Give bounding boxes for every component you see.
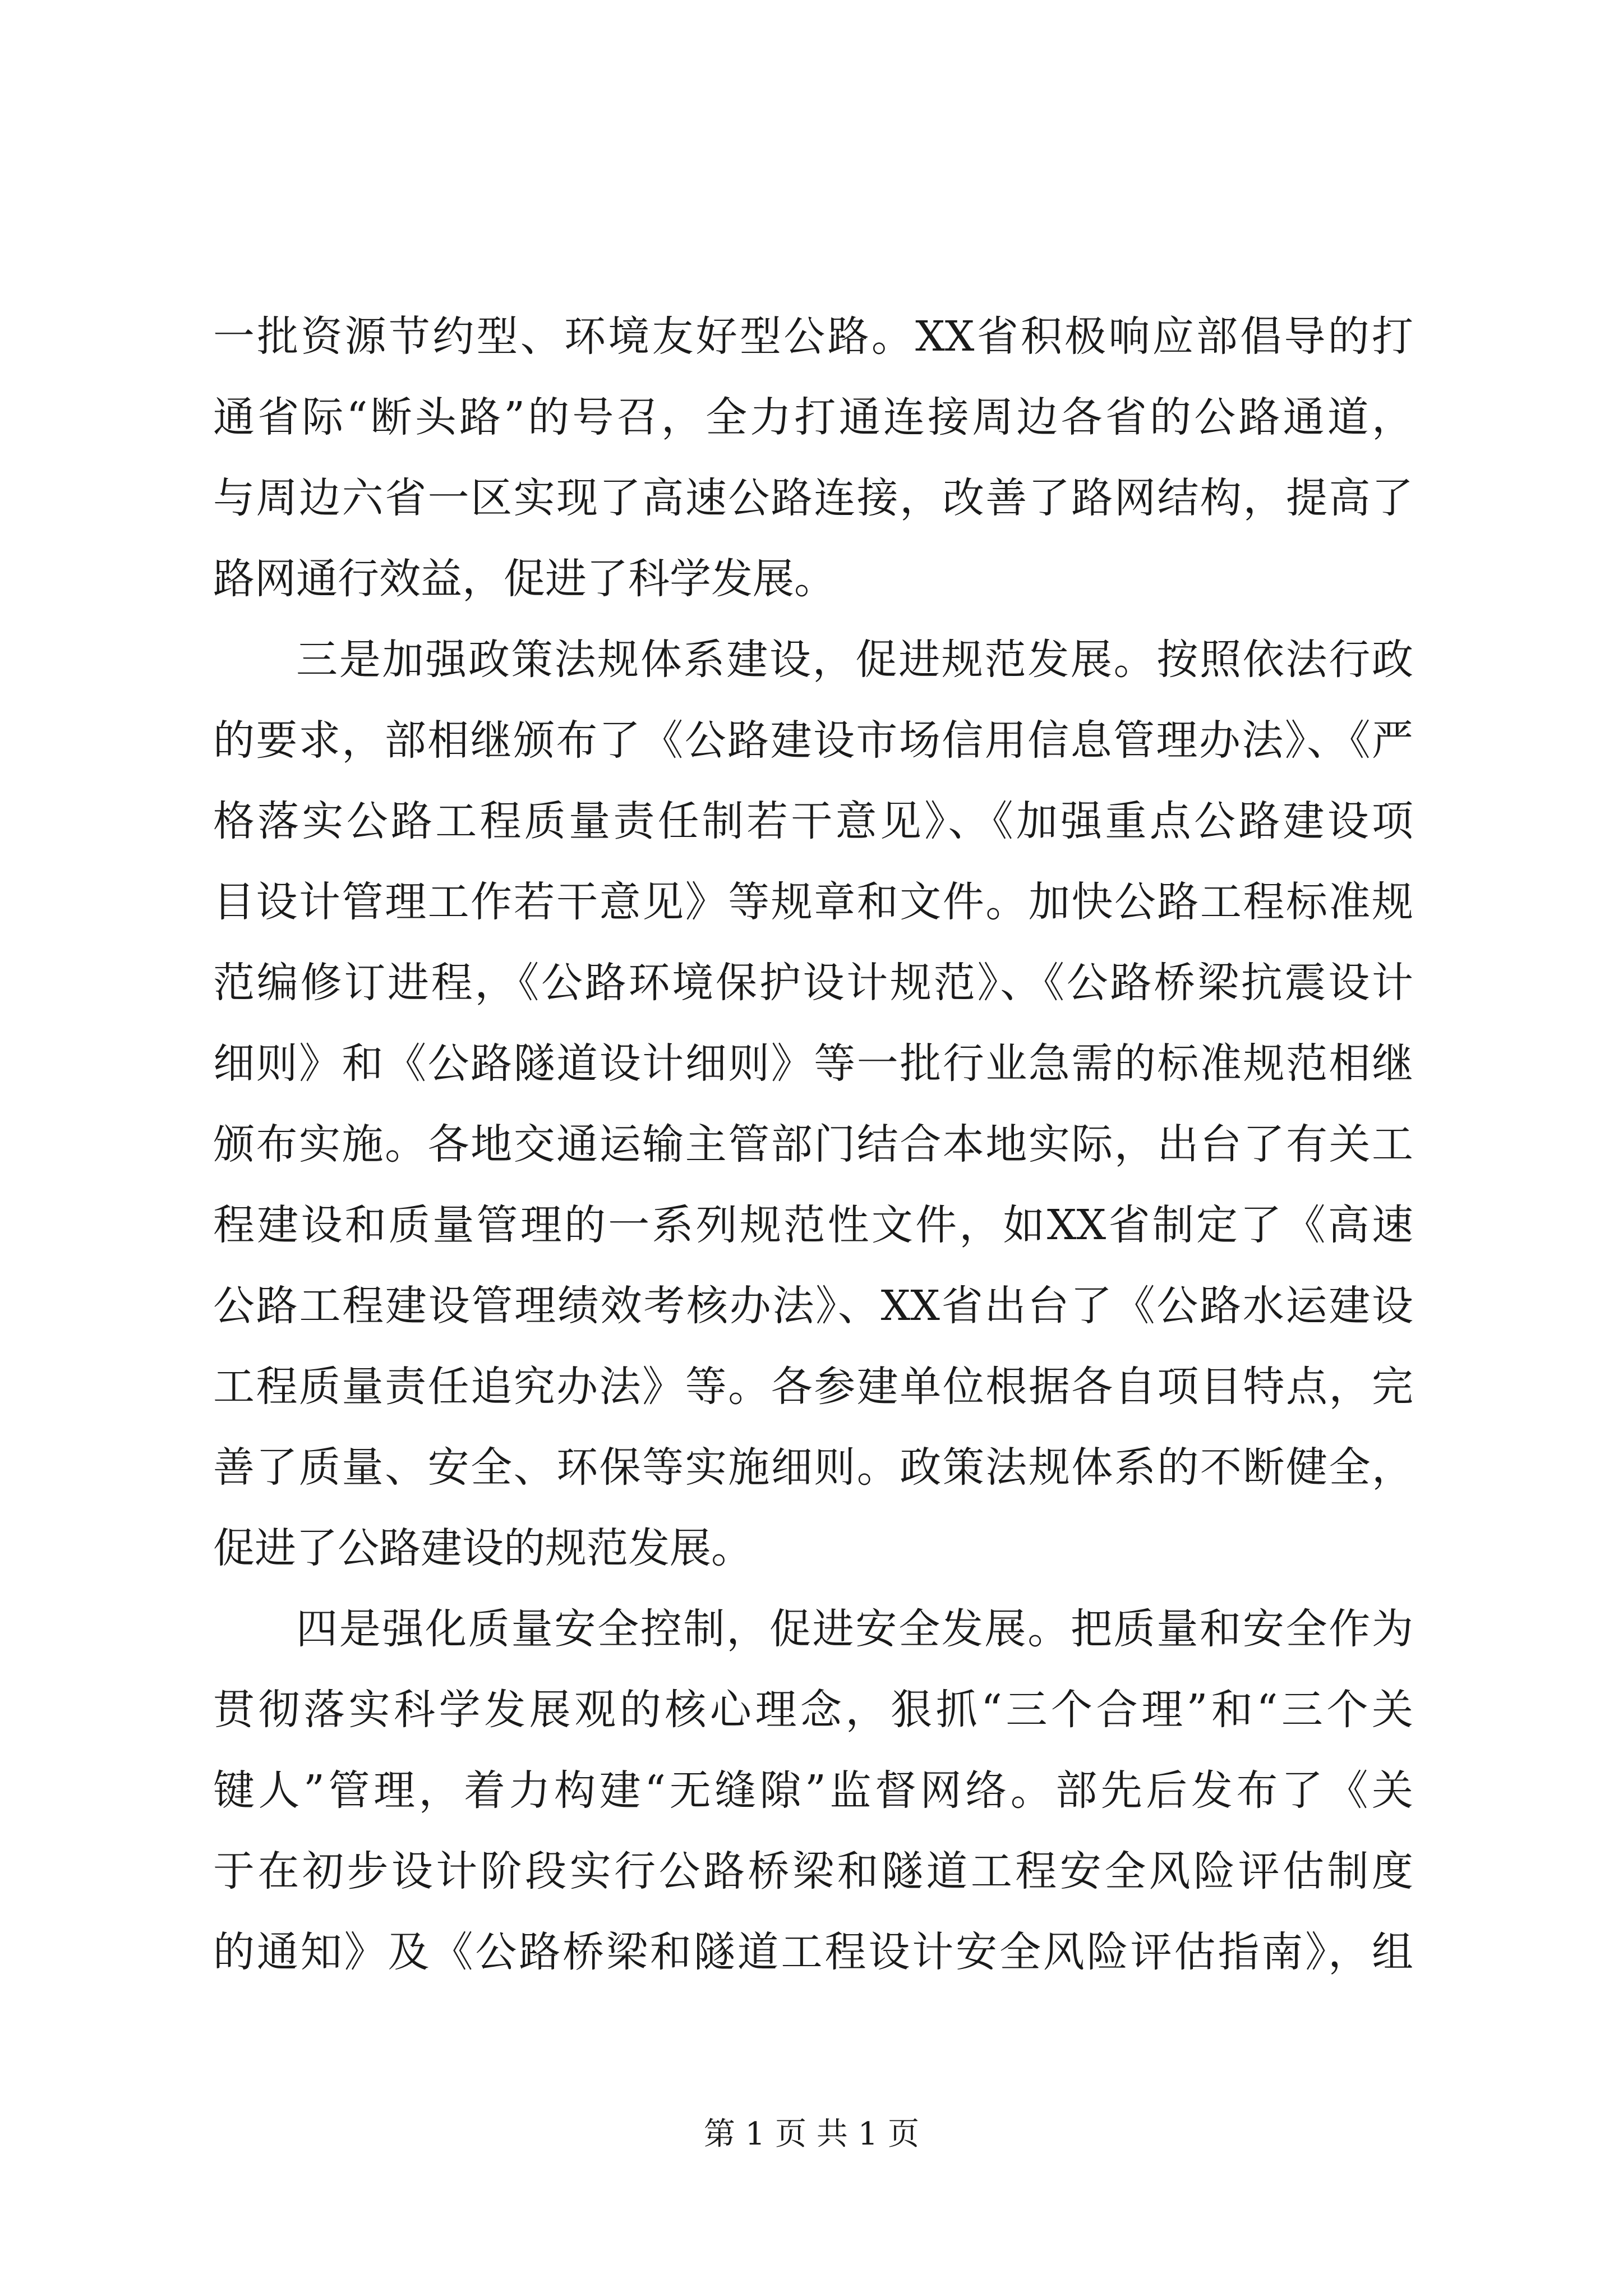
text-line: 键人”管理，着力构建“无缝隙”监督网络。部先后发布了《关 [213,1766,1413,1815]
text-line: 贯彻落实科学发展观的核心理念，狠抓“三个合理”和“三个关 [213,1686,1413,1734]
text-line: 于在初步设计阶段实行公路桥梁和隧道工程安全风险评估制度 [213,1847,1413,1895]
text-line: 目设计管理工作若干意见》等规章和文件。加快公路工程标准规 [213,878,1413,926]
text-line: 促进了公路建设的规范发展。 [213,1524,753,1572]
text-line: 与周边六省一区实现了高速公路连接，改善了路网结构，提高了 [213,474,1413,522]
text-line: 路网通行效益，促进了科学发展。 [213,555,836,603]
text-line: 一批资源节约型、环境友好型公路。XX省积极响应部倡导的打 [213,312,1413,361]
text-line: 善了质量、安全、环保等实施细则。政策法规体系的不断健全， [213,1443,1413,1492]
text-line: 的通知》及《公路桥梁和隧道工程设计安全风险评估指南》，组 [213,1928,1413,1976]
page-footer: 第 1 页 共 1 页 [703,2116,920,2152]
text-line: 颁布实施。各地交通运输主管部门结合本地实际，出台了有关工 [213,1120,1413,1168]
text-line: 细则》和《公路隧道设计细则》等一批行业急需的标准规范相继 [213,1039,1413,1088]
text-line: 程建设和质量管理的一系列规范性文件，如XX省制定了《高速 [213,1201,1413,1249]
text-line: 公路工程建设管理绩效考核办法》、XX省出台了《公路水运建设 [213,1282,1413,1330]
text-line: 工程质量责任追究办法》等。各参建单位根据各自项目特点，完 [213,1363,1413,1411]
document-body [213,296,1413,1993]
text-line: 通省际“断头路”的号召，全力打通连接周边各省的公路通道， [213,393,1413,441]
text-line: 三是加强政策法规体系建设，促进规范发展。按照依法行政 [296,636,1413,684]
text-line: 范编修订进程，《公路环境保护设计规范》、《公路桥梁抗震设计 [213,959,1413,1007]
text-line: 格落实公路工程质量责任制若干意见》、《加强重点公路建设项 [213,797,1413,845]
text-line: 四是强化质量安全控制，促进安全发展。把质量和安全作为 [296,1605,1413,1653]
text-line: 的要求，部相继颁布了《公路建设市场信用信息管理办法》、《严 [213,716,1413,765]
